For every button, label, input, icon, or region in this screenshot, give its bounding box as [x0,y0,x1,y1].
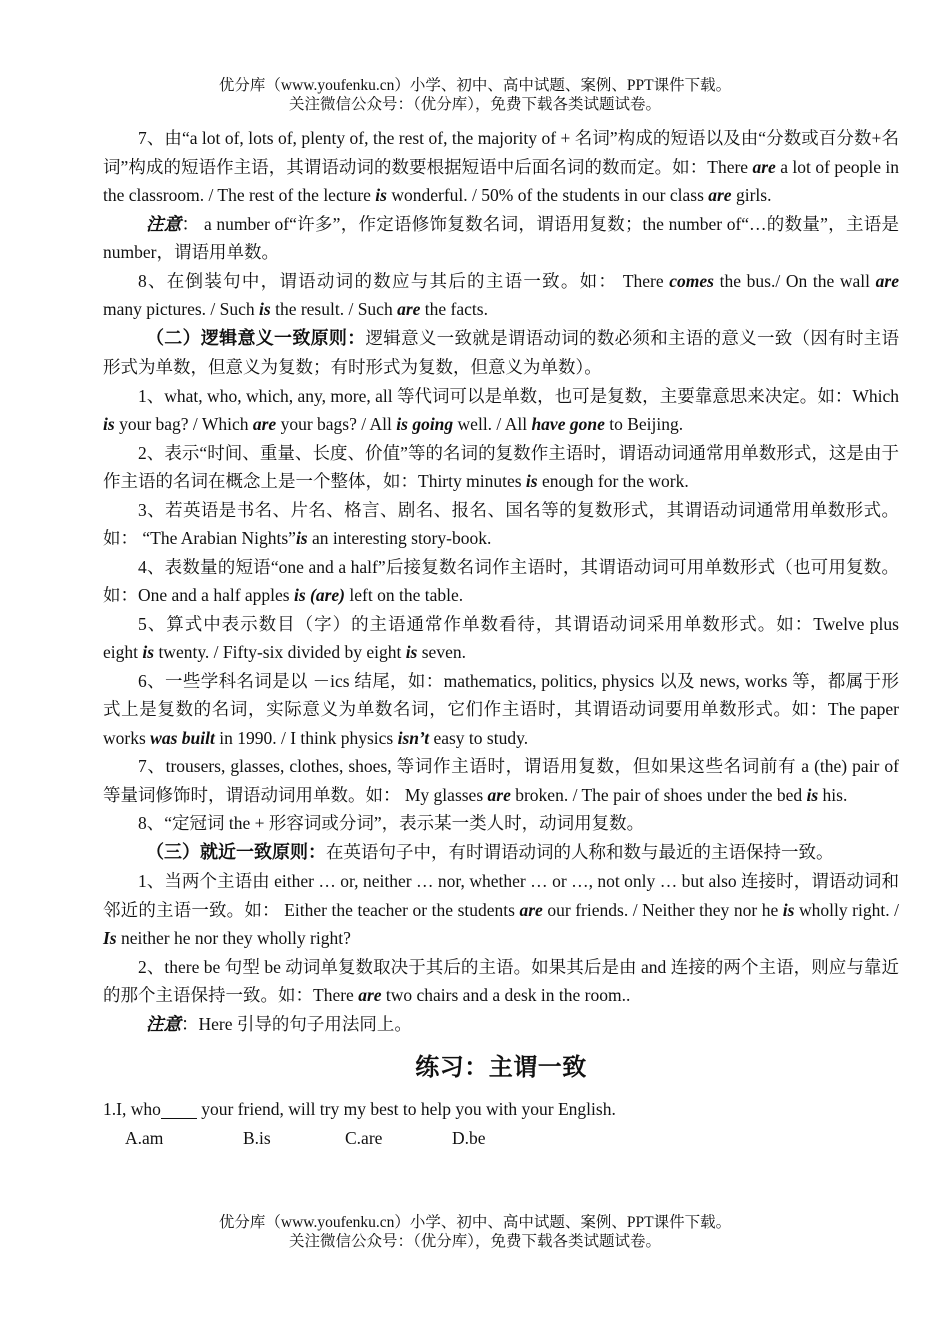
verb-highlight: is [259,299,271,319]
verb-highlight: are [875,270,899,291]
rule-8-text: the bus./ On the wall [713,270,876,291]
s2-rule-5-text: twenty. / Fifty-six divided by eight [154,642,406,662]
s3-rule-2-paragraph [103,953,899,1010]
s2-rule-4-paragraph [103,553,899,610]
footer-line-1: 优分库（www.youfenku.cn）小学、初中、高中试题、案例、PPT课件下载。 [218,1214,732,1231]
s2-rule-1-text: your bags? / All [276,414,397,434]
s3-rule-1-text: 1、当两个主语由 either … or, neither … nor, whether … or …, not only … but also 连接时，谓语动词和邻近的主语一致。如： Either the teacher or the students [103,871,899,920]
section-2-text: 逻辑意义一致就是谓语动词的数必须和主语的意义一致（因有时主语形式为单数，但意义为复数；有时形式为复数，但意义为单数）。 [103,327,900,377]
s3-rule-2-text: 2、there be 句型 be 动词单复数取决于其后的主语。如果其后是由 and 连接的两个主语，则应与靠近的那个主语保持一致。如：There [103,956,899,1005]
s2-rule-6-paragraph [103,667,899,753]
rule-8-text: 8、在倒装句中，谓语动词的数应与其后的主语一致。如： There [138,270,670,291]
answer-blank[interactable] [161,1100,197,1119]
s2-rule-1-text: well. / All [453,414,532,434]
option-b[interactable]: B.is [243,1127,271,1148]
verb-highlight: are [252,414,277,434]
s2-rule-8-paragraph [103,809,899,838]
s3-rule-1-paragraph [103,867,899,953]
verb-highlight: is going [396,414,454,434]
verb-highlight: is [295,528,308,548]
s2-rule-6-text: 6、一些学科名词是以 －ics 结尾，如：mathematics, politics, physics 以及 news, works 等，都属于形式上是复数的名词，实际意义为单数名词，它们作主语时，其谓语动词要用单数形式。如：The paper works [103,670,899,748]
rule-7-paragraph [103,124,899,210]
s2-rule-4-text: 4、表数量的短语“one and a half”后接复数名词作主语时，其谓语动词可用单数形式（也可用复数。如：One and a half apples [103,556,899,605]
s2-rule-7-paragraph [103,752,899,809]
verb-highlight: are [519,899,543,920]
s2-rule-3-text: an interesting story-book. [307,528,492,548]
rule-8-text: the result. / Such [270,299,398,319]
exercise-title: 练习：主谓一致 [415,1053,587,1081]
s2-rule-1-text: your bag? / Which [114,414,253,434]
verb-highlight: are [358,985,382,1005]
option-c[interactable]: C.are [345,1127,383,1148]
note-label: 注意 [146,213,182,234]
s2-rule-7-text: his. [818,784,848,805]
verb-highlight: is [525,471,538,491]
section-2-paragraph [103,324,899,382]
verb-highlight: are [752,156,776,177]
s2-rule-1-paragraph [103,382,899,439]
document-body [103,124,899,1152]
section-3-paragraph [103,838,899,868]
section-2-heading: （二）逻辑意义一致原则： [146,327,366,349]
question-1-text: 1.I, who [103,1099,161,1119]
verb-highlight: is [103,414,115,434]
s2-rule-1-text: to Beijing. [604,414,684,434]
s2-rule-2-paragraph [103,439,899,496]
s3-rule-1-text: neither he nor they wholly right? [116,928,351,948]
note-label: 注意 [146,1013,181,1034]
question-1-options [103,1124,899,1153]
rule-8-paragraph [103,267,899,324]
verb-highlight: is (are) [293,585,346,605]
s2-rule-3-text: 3、若英语是书名、片名、格言、剧名、报名、国名等的复数形式，其谓语动词通常用单数形式。如： “The Arabian Nights” [103,499,899,548]
verb-highlight: Is [103,928,117,948]
question-1-text: your friend, will try my best to help you with your English. [196,1099,616,1119]
note-1-text: ： a number of“许多”，作定语修饰复数名词，谓语用复数；the number of“…的数量”，主语是number，谓语用单数。 [103,213,899,262]
s2-rule-5-text: seven. [417,642,466,662]
verb-highlight: is [375,185,387,205]
s2-rule-8-text: 8、“定冠词 the + 形容词或分词”，表示某一类人时，动词用复数。 [138,813,645,833]
s2-rule-3-paragraph [103,496,899,553]
verb-highlight: are [708,185,732,205]
option-d[interactable]: D.be [452,1127,486,1148]
verb-highlight: is [782,899,795,920]
verb-highlight: have gone [531,414,605,434]
page-header [0,76,950,114]
s2-rule-4-text: left on the table. [345,585,464,605]
note-1-paragraph [103,210,899,267]
footer-line-2: 关注微信公众号：（优分库），免费下载各类试题试卷。 [288,1233,661,1250]
note-2-paragraph [103,1010,899,1039]
header-line-2: 关注微信公众号：（优分库），免费下载各类试题试卷。 [288,96,661,113]
option-a[interactable]: A.am [125,1127,164,1148]
s2-rule-6-text: easy to study. [429,727,529,748]
s3-rule-1-text: our friends. / Neither they nor he [542,899,783,920]
verb-highlight: is [806,784,819,805]
rule-7-text: a lot of people in the classroom. / The rest of the lecture [103,156,899,205]
verb-highlight: is [405,642,418,662]
s2-rule-1-text: 1、what, who, which, any, more, all 等代词可以是单数，也可是复数，主要靠意思来决定。如：Which [138,385,899,406]
s3-rule-1-text: wholly right. / [794,899,900,920]
s2-rule-6-text: in 1990. / I think physics [214,727,398,748]
s2-rule-2-text: enough for the work. [537,471,689,491]
verb-highlight: isn’t [397,727,430,748]
rule-8-text: the facts. [420,299,488,319]
section-3-text: 在英语句子中，有时谓语动词的人称和数与最近的主语保持一致。 [326,841,834,862]
header-line-1: 优分库（www.youfenku.cn）小学、初中、高中试题、案例、PPT课件下载。 [218,77,732,94]
verb-highlight: was built [150,727,215,748]
verb-highlight: is [142,642,155,662]
question-1 [103,1095,899,1124]
s2-rule-7-text: 7、trousers, glasses, clothes, shoes, 等词作主语时，谓语用复数，但如果这些名词前有 a (the) pair of 等量词修饰时，谓语动词用单数。如： My glasses [103,756,899,805]
verb-highlight: are [397,299,421,319]
s2-rule-7-text: broken. / The pair of shoes under the bed [510,784,807,805]
note-2-text: ：Here 引导的句子用法同上。 [181,1013,412,1034]
rule-8-text: many pictures. / Such [103,299,260,319]
rule-7-text: 7、由“a lot of, lots of, plenty of, the rest of, the majority of + 名词”构成的短语以及由“分数或百分数+名词”构成的短语作主语，其谓语动词的数要根据短语中后面名词的数而定。如：There [103,128,899,177]
s2-rule-5-paragraph [103,610,899,667]
section-3-heading: （三）就近一致原则： [146,841,326,863]
rule-7-text: wonderful. / 50% of the students in our class [386,185,709,205]
s2-rule-5-text: 5、算式中表示数目（字）的主语通常作单数看待，其谓语动词采用单数形式。如：Twelve plus eight [103,613,899,662]
verb-highlight: comes [669,270,714,291]
rule-7-text: girls. [731,185,772,205]
s2-rule-2-text: 2、表示“时间、重量、长度、价值”等的名词的复数作主语时，谓语动词通常用单数形式，这是由于作主语的名词在概念上是一个整体，如：Thirty minutes [103,442,899,491]
verb-highlight: are [487,784,511,805]
page-footer [0,1213,950,1251]
s3-rule-2-text: two chairs and a desk in the room.. [381,985,631,1005]
